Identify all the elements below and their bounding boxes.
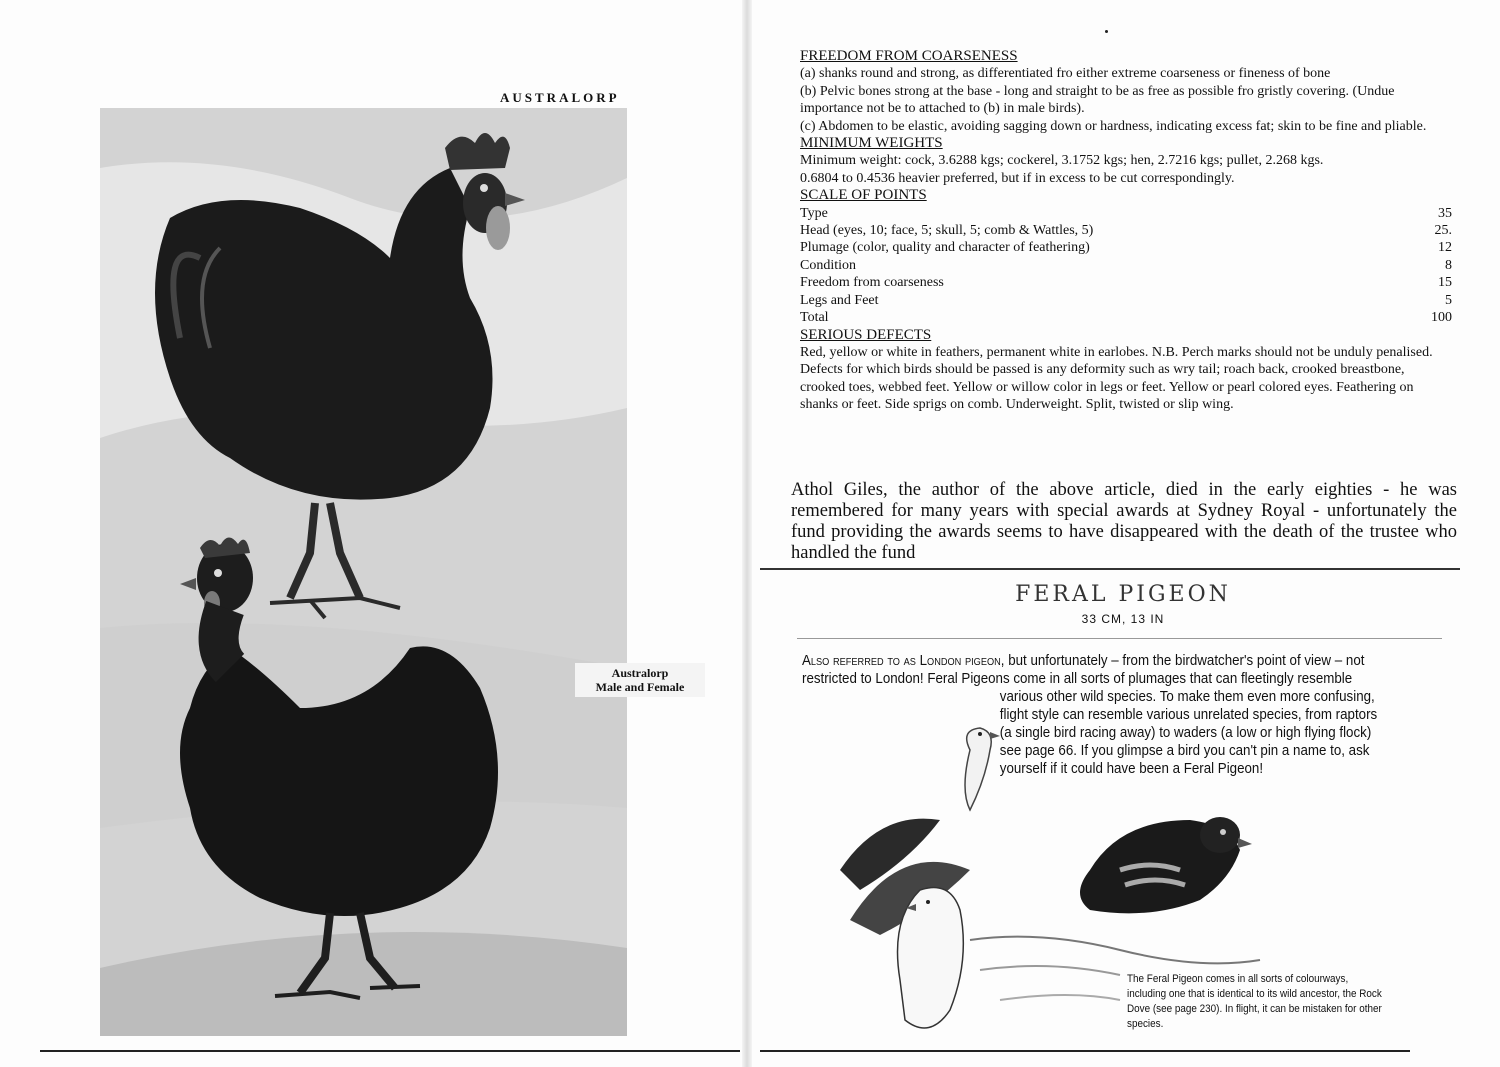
paragraph: 0.6804 to 0.4536 heavier preferred, but if in excess to be cut correspondingly. (800, 170, 1235, 186)
score-points: 8 (1445, 257, 1452, 273)
plate-caption-line2: Male and Female (595, 680, 685, 694)
score-label: Legs and Feet (800, 292, 879, 308)
page-heading: AUSTRALORP (500, 90, 620, 105)
pigeon-caption: The Feral Pigeon comes in all sorts of colourways, including one that is identical to its wild ancestor, the Rock Dove (see page 230). In flight, it can be mistaken for other species. (1127, 973, 1382, 1030)
section-title: FREEDOM FROM COARSENESS (800, 48, 1018, 64)
australorp-plate (100, 108, 685, 1036)
bottom-rule-left (40, 1050, 740, 1052)
plate-caption (575, 663, 705, 697)
score-label: Condition (800, 257, 857, 273)
section-divider (760, 568, 1460, 570)
paragraph: (a) shanks round and strong, as differentiated fro either extreme coarseness or fineness of bone (800, 66, 1331, 82)
intro-text-b: various other wild species. To make them even more confusing, flight style can resemble various unrelated species, from raptors (a single bird racing away) to waders (a low or high flying flock) see page 66. If you glimpse a bird you can't pin a name to, ask yourself if it could have been a Feral Pigeon! (999, 689, 1378, 777)
score-row (800, 222, 1452, 239)
pigeon-title: FERAL PIGEON (1015, 582, 1231, 607)
thin-rule (797, 638, 1442, 639)
section-coarseness (800, 48, 1452, 135)
section-title: SCALE OF POINTS (800, 187, 927, 204)
intro-text-a: but unfortunately – from the birdwatcher's point of view – not restricted to London! Feral Pigeons come in all sorts of plumages that can fleetingly resemble (802, 653, 1365, 687)
section-weights (800, 135, 1452, 187)
score-label: Type (800, 205, 828, 221)
score-row (800, 257, 1452, 274)
paragraph: (c) Abdomen to be elastic, avoiding sagging down or hardness, indicating excess fat; skin to be fine and pliable. (800, 118, 1427, 134)
score-points: 5 (1445, 292, 1452, 308)
paragraph: (b) Pelvic bones strong at the base - long and straight to be as free as possible fro gristly covering. (Undue importance not be to attached to (b) in male birds). (800, 83, 1395, 117)
intro-lead: Also referred to as London pigeon, (802, 653, 1005, 669)
breed-standard-article (800, 48, 1452, 414)
pigeon-size: 33 CM, 13 IN (1081, 612, 1165, 626)
score-row (800, 309, 1452, 326)
intro-paragraph-top (802, 652, 1391, 688)
australorp-illustration (100, 108, 627, 1036)
score-points: 25. (1434, 223, 1452, 239)
score-row (800, 292, 1452, 309)
section-scale (800, 187, 1452, 326)
score-label: Freedom from coarseness (800, 275, 944, 291)
score-points: 100 (1431, 310, 1452, 326)
print-speck (1105, 30, 1108, 33)
score-label: Total (800, 310, 829, 326)
closing-note: Athol Giles, the author of the above article, died in the early eighties - he was remembered for many years with special awards at Sydney Royal - unfortunately the fund providing the awards seems to have disappeared with the death of the trustee who handled the fund (791, 480, 1457, 563)
paragraph: Defects for which birds should be passed is any deformity such as wry tail; roach back, crooked breastbone, crooked toes, webbed feet. Yellow or willow color in legs or feet. Yellow or pearl colored eyes. Feathering on shanks or feet. Side sprigs on comb. Underweight. Split, twisted or slip wing. (800, 362, 1414, 413)
bottom-rule-right (760, 1050, 1410, 1052)
plate-caption-line1: Australorp (611, 666, 669, 680)
score-points: 12 (1438, 240, 1452, 256)
section-title: SERIOUS DEFECTS (800, 326, 932, 343)
book-gutter (742, 0, 752, 1067)
paragraph: Red, yellow or white in feathers, permanent white in earlobes. N.B. Perch marks should not be unduly penalised. (800, 344, 1433, 360)
score-label: Plumage (color, quality and character of feathering) (800, 240, 1090, 256)
section-title: MINIMUM WEIGHTS (800, 135, 943, 152)
score-row (800, 239, 1452, 256)
score-points: 35 (1438, 205, 1452, 221)
section-defects (800, 327, 1452, 414)
score-points: 15 (1438, 275, 1452, 291)
score-label: Head (eyes, 10; face, 5; skull, 5; comb & Wattles, 5) (800, 223, 1094, 239)
score-row (800, 205, 1452, 222)
paragraph: Minimum weight: cock, 3.6288 kgs; cockerel, 3.1752 kgs; hen, 2.7216 kgs; pullet, 2.268 kgs. (800, 153, 1324, 169)
score-row (800, 274, 1452, 291)
